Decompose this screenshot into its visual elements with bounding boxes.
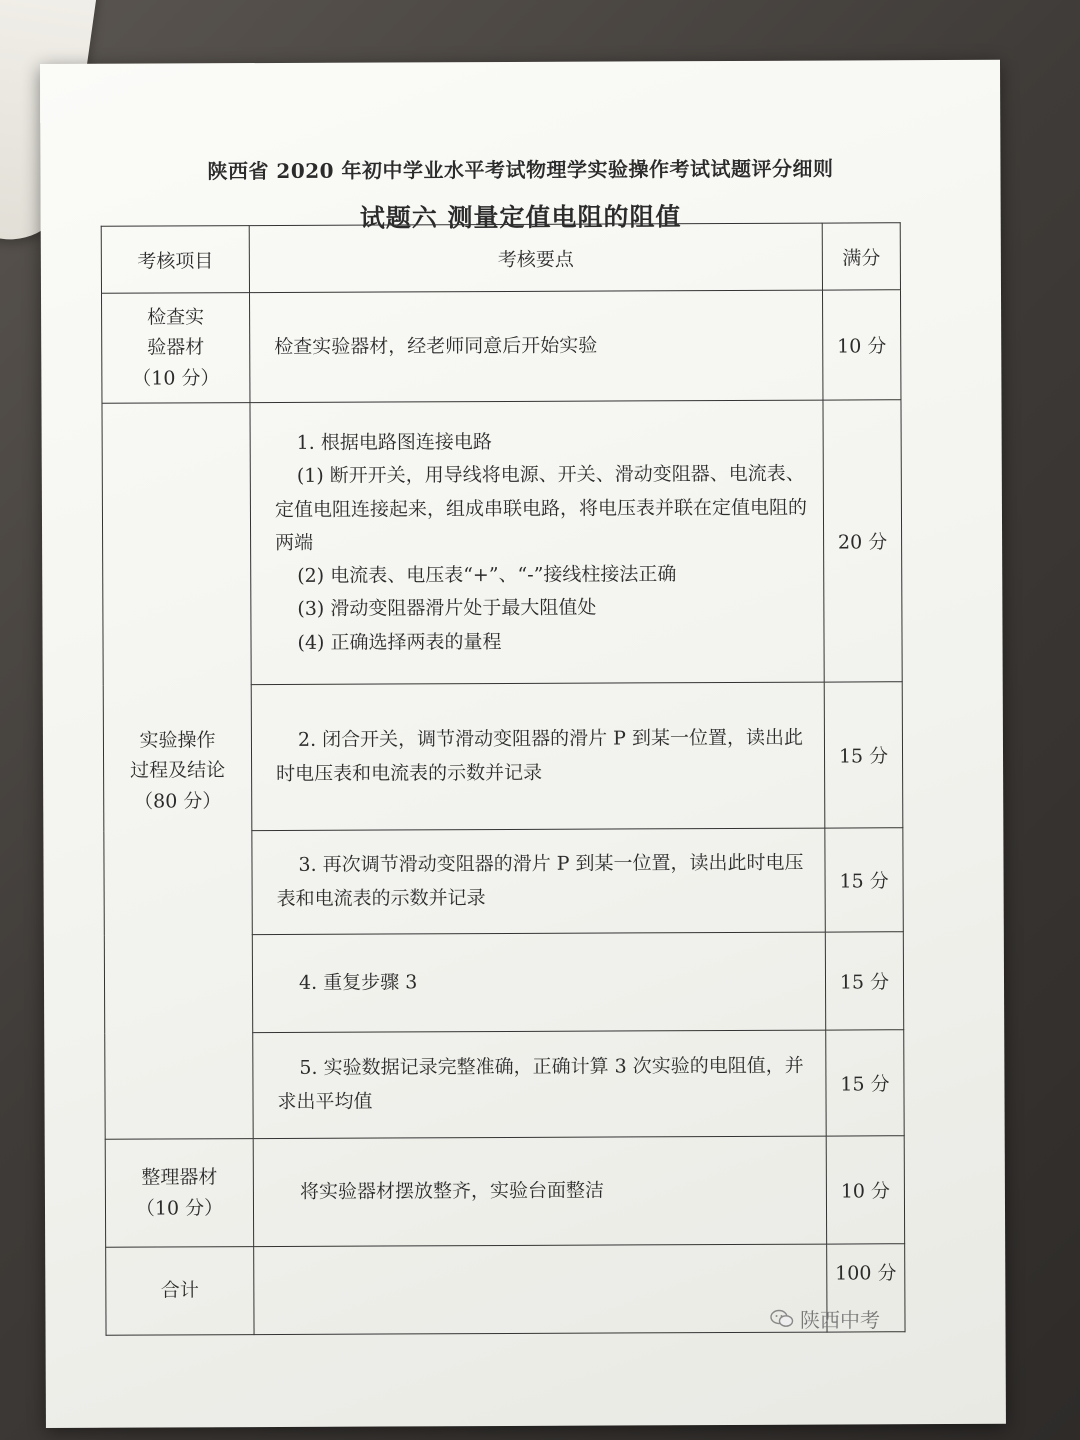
item-text: 合计: [160, 1279, 199, 1302]
document-title: 陕西省 2020 年初中学业水平考试物理学实验操作考试试题评分细则: [207, 156, 834, 184]
item-cell: [105, 1139, 253, 1248]
item-text: 整理器材: [141, 1166, 218, 1189]
item-cell: [106, 1247, 254, 1336]
point-text: 2. 闭合开关，调节滑动变阻器的滑片 P 到某一位置，读出此时电压表和电流表的示数并记录: [276, 726, 804, 785]
header-points: 考核要点: [249, 223, 822, 292]
item-text: 检查实: [147, 306, 205, 329]
point-text: (1) 断开开关，用导线将电源、开关、滑动变阻器、电流表、定值电阻连接起来，组成串联电路，将电压表并联在定值电阻的两端: [274, 463, 808, 554]
item-text: 实验操作: [139, 729, 216, 752]
points-cell: [252, 828, 825, 934]
score-cell: 15 分: [825, 828, 903, 932]
score-cell: 15 分: [824, 682, 903, 828]
score-cell: 15 分: [826, 1030, 904, 1136]
header-item: 考核项目: [101, 226, 249, 294]
point-text: 3. 再次调节滑动变阻器的滑片 P 到某一位置，读出此时电压表和电流表的示数并记录: [276, 851, 804, 910]
item-cell: [102, 293, 250, 404]
item-cell: [102, 403, 253, 1140]
points-cell: [253, 1030, 826, 1138]
score-cell: 10 分: [826, 1136, 904, 1244]
item-text: （10 分）: [132, 366, 220, 390]
watermark: [770, 1304, 880, 1333]
score-cell: 10 分: [822, 290, 900, 400]
points-cell: [254, 1244, 827, 1334]
grading-table: [101, 222, 906, 1335]
document-subtitle: 试题六 测量定值电阻的阻值: [359, 202, 682, 233]
point-text: 将实验器材摆放整齐，实验台面整洁: [299, 1179, 604, 1203]
point-text: (4) 正确选择两表的量程: [297, 630, 502, 654]
watermark-text: 陕西中考: [800, 1308, 880, 1332]
point-text: (2) 电流表、电压表“+”、“-”接线柱接法正确: [297, 563, 677, 588]
score-cell: 15 分: [825, 932, 903, 1030]
point-text: 5. 实验数据记录完整准确，正确计算 3 次实验的电阻值，并求出平均值: [277, 1054, 804, 1113]
item-text: 验器材: [147, 336, 205, 359]
paper-sheet: [40, 60, 1006, 1428]
points-cell: [251, 682, 825, 830]
points-cell: [250, 400, 824, 684]
table-row: [102, 400, 902, 685]
points-cell: [252, 932, 825, 1032]
item-text: 过程及结论: [130, 759, 226, 782]
point-text: (3) 滑动变阻器滑片处于最大阻值处: [297, 596, 597, 621]
wechat-icon: [770, 1309, 794, 1329]
item-text: （10 分）: [135, 1196, 224, 1220]
table-header-row: [101, 223, 900, 293]
table-row: [102, 290, 901, 403]
table-row: [105, 1136, 904, 1247]
points-cell: [249, 290, 822, 402]
score-cell: 100 分: [827, 1244, 905, 1332]
score-cell: 20 分: [823, 400, 902, 682]
point-text: 1. 根据电路图连接电路: [296, 431, 492, 455]
points-cell: [253, 1136, 826, 1246]
item-text: （80 分）: [134, 789, 222, 813]
point-text: 检查实验器材，经老师同意后开始实验: [274, 334, 598, 358]
point-text: 4. 重复步骤 3: [298, 971, 418, 994]
header-score: 满分: [822, 223, 900, 290]
